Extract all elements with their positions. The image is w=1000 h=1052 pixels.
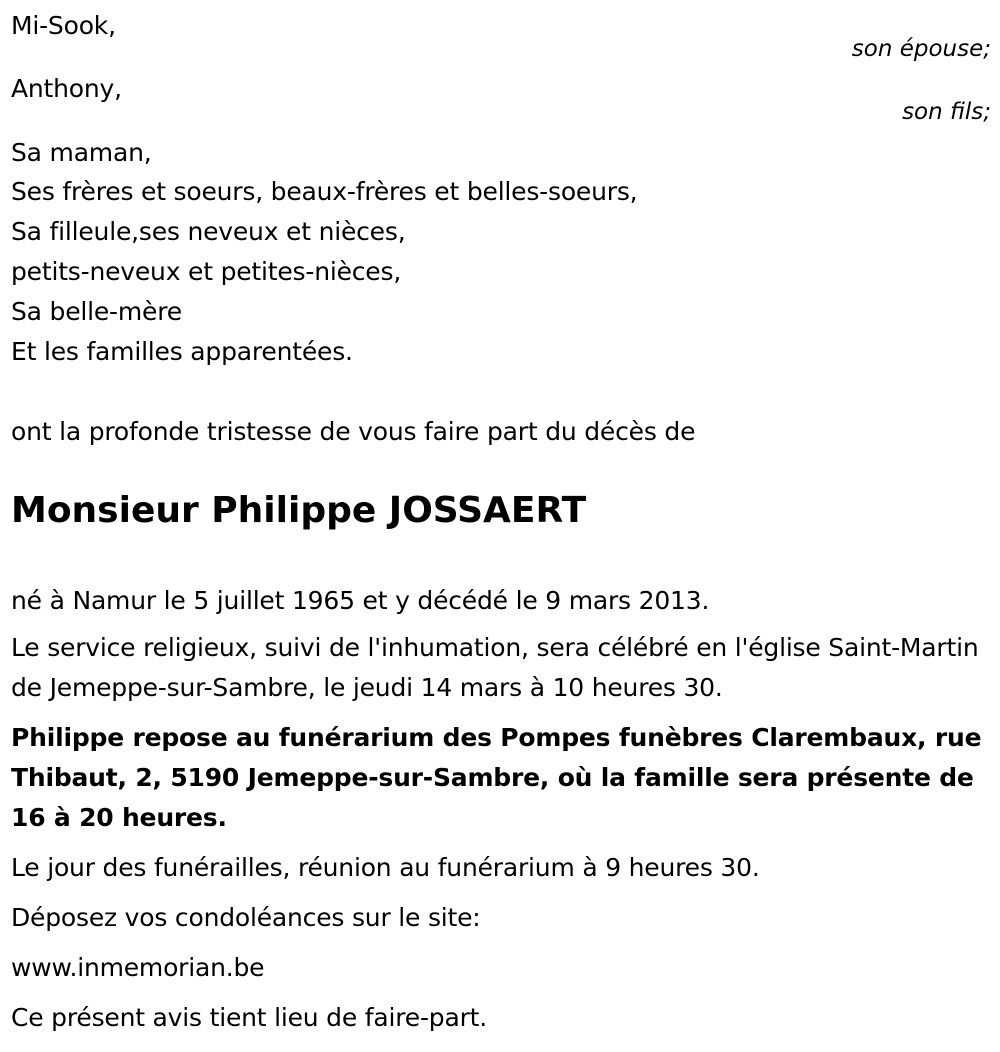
family-member-relation: son fils; bbox=[902, 99, 991, 125]
relative-line: Sa filleule,ses neveux et nièces, bbox=[11, 217, 406, 246]
relative-line: Et les familles apparentées. bbox=[11, 337, 353, 366]
relative-line: Sa belle-mère bbox=[11, 297, 182, 326]
website-link[interactable]: www.inmemorian.be bbox=[11, 953, 265, 982]
notice-text: Ce présent avis tient lieu de faire-part. bbox=[11, 1003, 487, 1032]
relative-line: petits-neveux et petites-nièces, bbox=[11, 257, 402, 286]
funerarium-text: Philippe repose au funérarium des Pompes funèbres Clarembaux, rue Thibaut, 2, 5190 Jemeppe-sur-Sambre, où la famille sera présente de 16 à 20 heures. bbox=[11, 723, 982, 832]
condolences-label: Déposez vos condoléances sur le site: bbox=[11, 903, 481, 932]
family-member-name: Mi-Sook, bbox=[11, 11, 116, 40]
service-text: Le service religieux, suivi de l'inhumation, sera célébré en l'église Saint-Martin de Jemeppe-sur-Sambre, le jeudi 14 mars à 10 heures 30. bbox=[11, 633, 979, 702]
funeral-day-text: Le jour des funérailles, réunion au funérarium à 9 heures 30. bbox=[11, 853, 760, 882]
birth-death-text: né à Namur le 5 juillet 1965 et y décédé le 9 mars 2013. bbox=[11, 586, 710, 615]
deceased-name: Monsieur Philippe JOSSAERT bbox=[11, 490, 587, 531]
family-member-relation: son épouse; bbox=[851, 36, 991, 62]
family-member-name: Anthony, bbox=[11, 74, 122, 103]
announcement-text: ont la profonde tristesse de vous faire part du décès de bbox=[11, 417, 696, 446]
relative-line: Sa maman, bbox=[11, 138, 152, 167]
relative-line: Ses frères et soeurs, beaux-frères et belles-soeurs, bbox=[11, 177, 638, 206]
